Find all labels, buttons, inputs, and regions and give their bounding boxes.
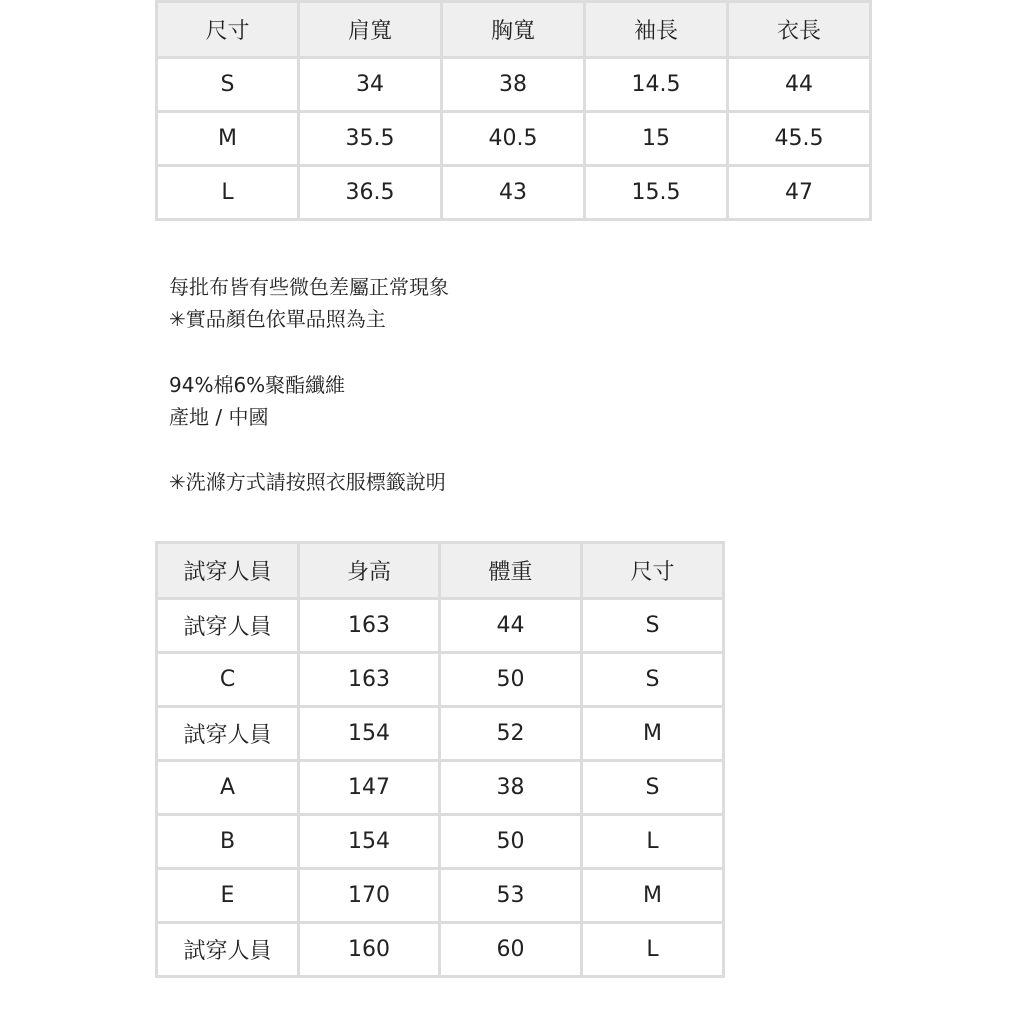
wash-instructions: ✳洗滌方式請按照衣服標籤說明: [169, 470, 446, 494]
material-composition: 94%棉6%聚酯纖維: [169, 373, 346, 397]
model-table-cell: 52: [440, 707, 582, 761]
size-chart-header-row: [157, 2, 871, 58]
size-chart-cell: 34: [299, 58, 442, 112]
model-table-row: [157, 599, 724, 653]
model-table-cell: 163: [299, 599, 440, 653]
model-table-cell: 154: [299, 707, 440, 761]
size-chart-cell: 38: [442, 58, 585, 112]
origin-country: 產地 / 中國: [169, 405, 269, 429]
model-table-row: [157, 923, 724, 977]
size-chart-cell: M: [157, 112, 299, 166]
model-table-cell: B: [157, 815, 299, 869]
model-table-cell: 50: [440, 815, 582, 869]
model-table-cell: 44: [440, 599, 582, 653]
size-chart-cell: S: [157, 58, 299, 112]
model-table-cell: 170: [299, 869, 440, 923]
model-table-cell: 147: [299, 761, 440, 815]
model-table-row: [157, 869, 724, 923]
size-chart-cell: L: [157, 166, 299, 220]
size-chart-cell: 45.5: [728, 112, 871, 166]
size-chart-header-cell: 尺寸: [157, 2, 299, 58]
product-photo-note: ✳實品顏色依單品照為主: [169, 307, 386, 331]
model-table-cell: S: [582, 599, 724, 653]
model-table-header-cell: 尺寸: [582, 543, 724, 599]
size-chart-cell: 47: [728, 166, 871, 220]
model-table-cell: S: [582, 761, 724, 815]
model-table-cell: A: [157, 761, 299, 815]
size-chart-cell: 35.5: [299, 112, 442, 166]
care-notes: [169, 466, 446, 498]
model-table-header-row: [157, 543, 724, 599]
model-table-cell: 60: [440, 923, 582, 977]
model-table-header-cell: 體重: [440, 543, 582, 599]
model-table-row: [157, 815, 724, 869]
model-fitting-table: [155, 541, 725, 978]
size-chart-cell: 15.5: [585, 166, 728, 220]
model-table-cell: 163: [299, 653, 440, 707]
model-table-cell: L: [582, 815, 724, 869]
model-table-cell: L: [582, 923, 724, 977]
model-table-cell: 50: [440, 653, 582, 707]
model-table-row: [157, 761, 724, 815]
model-table-row: [157, 707, 724, 761]
model-table-header-cell: 試穿人員: [157, 543, 299, 599]
model-table-header-cell: 身高: [299, 543, 440, 599]
size-chart-cell: 40.5: [442, 112, 585, 166]
size-chart-cell: 15: [585, 112, 728, 166]
size-chart-header-cell: 胸寬: [442, 2, 585, 58]
size-chart-cell: 43: [442, 166, 585, 220]
color-variation-note: 每批布皆有些微色差屬正常現象: [169, 275, 449, 299]
size-chart-header-cell: 衣長: [728, 2, 871, 58]
model-table-cell: M: [582, 707, 724, 761]
model-table-cell: M: [582, 869, 724, 923]
size-chart-header-cell: 肩寬: [299, 2, 442, 58]
size-chart-row: [157, 166, 871, 220]
model-table-cell: 154: [299, 815, 440, 869]
model-table-cell: 53: [440, 869, 582, 923]
size-chart-table: [155, 0, 872, 221]
color-notes: [169, 271, 449, 335]
size-chart-row: [157, 112, 871, 166]
material-notes: [169, 369, 345, 433]
model-table-cell: 試穿人員: [157, 923, 299, 977]
size-chart-cell: 36.5: [299, 166, 442, 220]
model-table-cell: 160: [299, 923, 440, 977]
size-chart-row: [157, 58, 871, 112]
model-table-cell: E: [157, 869, 299, 923]
model-table-cell: 38: [440, 761, 582, 815]
model-table-cell: S: [582, 653, 724, 707]
model-table-cell: 試穿人員: [157, 599, 299, 653]
size-chart-cell: 14.5: [585, 58, 728, 112]
size-chart-header-cell: 袖長: [585, 2, 728, 58]
model-table-row: [157, 653, 724, 707]
model-table-cell: C: [157, 653, 299, 707]
model-table-cell: 試穿人員: [157, 707, 299, 761]
size-chart-cell: 44: [728, 58, 871, 112]
